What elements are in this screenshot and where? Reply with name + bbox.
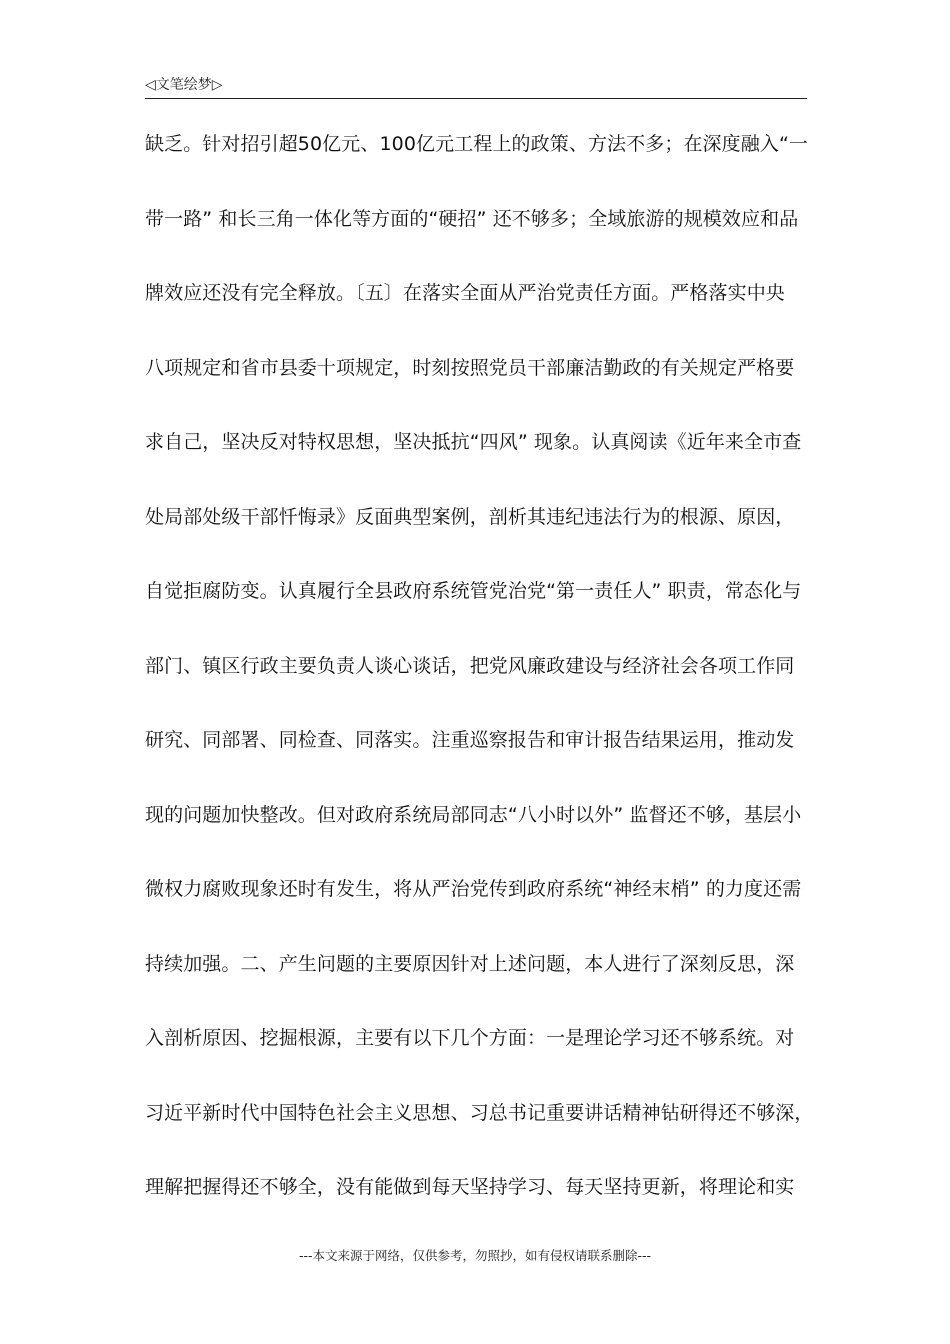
page-header	[145, 74, 807, 99]
body-line: 带一路” 和长三角一体化等方面的“硬招” 还不够多；全域旅游的规模效应和品	[145, 207, 799, 230]
body-line: 缺乏。针对招引超50亿元、100亿元工程上的政策、方法不多；在深度融入“一	[145, 133, 808, 155]
body-line: 牌效应还没有完全释放。〔五〕在落实全面从严治党责任方面。严格落实中央	[145, 282, 785, 304]
body-line: 部门、镇区行政主要负责人谈心谈话，把党风廉政建设与经济社会各项工作同	[145, 654, 795, 677]
header-title: ◁文笔绘梦▷	[145, 77, 223, 93]
body-line: 习近平新时代中国特色社会主义思想、习总书记重要讲话精神钻研得还不够深，	[145, 1101, 814, 1124]
body-line: 八项规定和省市县委十项规定，时刻按照党员干部廉洁勤政的有关规定严格要	[145, 356, 795, 379]
body-line: 现的问题加快整改。但对政府系统局部同志“八小时以外” 监督还不够，基层小	[145, 803, 802, 826]
body-line: 自觉拒腐防变。认真履行全县政府系统管党治党“第一责任人” 职责，常态化与	[145, 580, 802, 602]
body-line: 微权力腐败现象还时有发生，将从严治党传到政府系统“神经末梢” 的力度还需	[145, 878, 802, 900]
body-line: 求自己，坚决反对特权思想，坚决抵抗“四风” 现象。认真阅读《近年来全市查	[145, 431, 802, 453]
page-footer: ---本文来源于网络，仅供参考，勿照抄，如有侵权请联系删除---	[298, 1248, 652, 1263]
body-line: 理解把握得还不够全，没有能做到每天坚持学习、每天坚持更新，将理论和实	[145, 1176, 795, 1198]
body-line: 入剖析原因、挖掘根源，主要有以下几个方面：一是理论学习还不够系统。对	[145, 1027, 795, 1049]
body-line: 处局部处级干部忏悔录》反面典型案例，剖析其违纪违法行为的根源、原因，	[145, 505, 795, 528]
body-line: 持续加强。二、产生问题的主要原因针对上述问题，本人进行了深刻反思，深	[145, 952, 795, 975]
body-line: 研究、同部署、同检查、同落实。注重巡察报告和审计报告结果运用，推动发	[145, 729, 795, 751]
document-body	[145, 130, 825, 1248]
